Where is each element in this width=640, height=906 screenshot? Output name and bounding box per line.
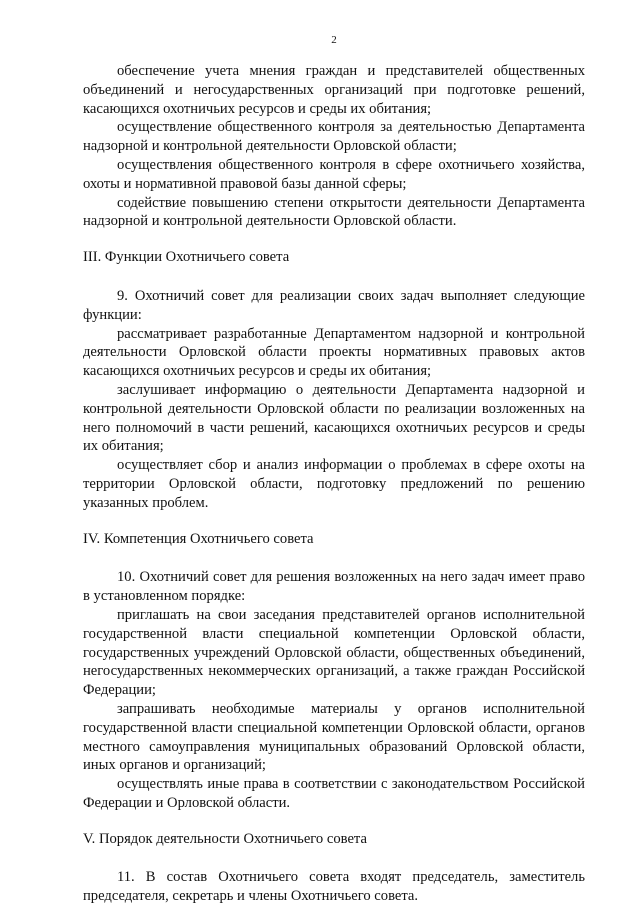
paragraph-openness: содействие повышению степени открытости деятельности Департамента надзорной и контрольной деятельности Орловской области. [83, 194, 585, 230]
paragraph-reviews-drafts: рассматривает разработанные Департаментом надзорной и контрольной деятельности Орловской области проекты нормативных правовых актов касающихся охотничьих ресурсов и среды их обитания; [83, 325, 585, 380]
paragraph-request-materials: запрашивать необходимые материалы у органов исполнительной государственной власти специальной компетенции Орловской области, органов местного самоуправления муниципальных образований Орловской области, иных органов и организаций; [83, 700, 585, 774]
paragraph-hears-information: заслушивает информацию о деятельности Департамента надзорной и контрольной деятельности Орловской области по реализации возложенных на него полномочий в части решений, касающихся охотничьих ресурсов и среды их обитания; [83, 381, 585, 455]
section-heading-functions: III. Функции Охотничьего совета [83, 249, 290, 266]
paragraph-item-9: 9. Охотничий совет для реализации своих задач выполняет следующие функции: [83, 287, 585, 323]
paragraph-public-opinion: обеспечение учета мнения граждан и представителей общественных объединений и негосударственных организаций при подготовке решений, касающихся охотничьих ресурсов и среды их обитания; [83, 63, 585, 117]
paragraph-collects-information: осуществляет сбор и анализ информации о проблемах в сфере охоты на территории Орловской области, подготовку предложений по решению указанных проблем. [83, 457, 585, 511]
paragraph-invite-representatives: приглашать на свои заседания представителей органов исполнительной государственной власти специальной компетенции Орловской области, государственных учреждений Орловской области, общественных объединений, негосударственных некоммерческих организаций, а также граждан Российской Федерации; [83, 606, 585, 699]
paragraph-item-11: 11. В состав Охотничьего совета входят председатель, заместитель председателя, секретарь и члены Охотничьего совета. [83, 869, 585, 905]
paragraph-public-control-department: осуществление общественного контроля за деятельностью Департамента надзорной и контрольной деятельности Орловской области; [83, 119, 585, 155]
document-body [83, 62, 585, 906]
section-heading-procedure: V. Порядок деятельности Охотничьего совета [83, 830, 367, 847]
paragraph-public-control-hunting: осуществления общественного контроля в сфере охотничьего хозяйства, охоты и нормативной правовой базы данной сферы; [83, 156, 585, 192]
paragraph-other-rights: осуществлять иные права в соответствии с законодательством Российской Федерации и Орловской области. [83, 776, 585, 811]
section-heading-competence: IV. Компетенция Охотничьего совета [83, 530, 314, 547]
page-number: 2 [331, 34, 337, 46]
paragraph-item-10: 10. Охотничий совет для решения возложенных на него задач имеет право в установленном порядке: [83, 569, 585, 605]
